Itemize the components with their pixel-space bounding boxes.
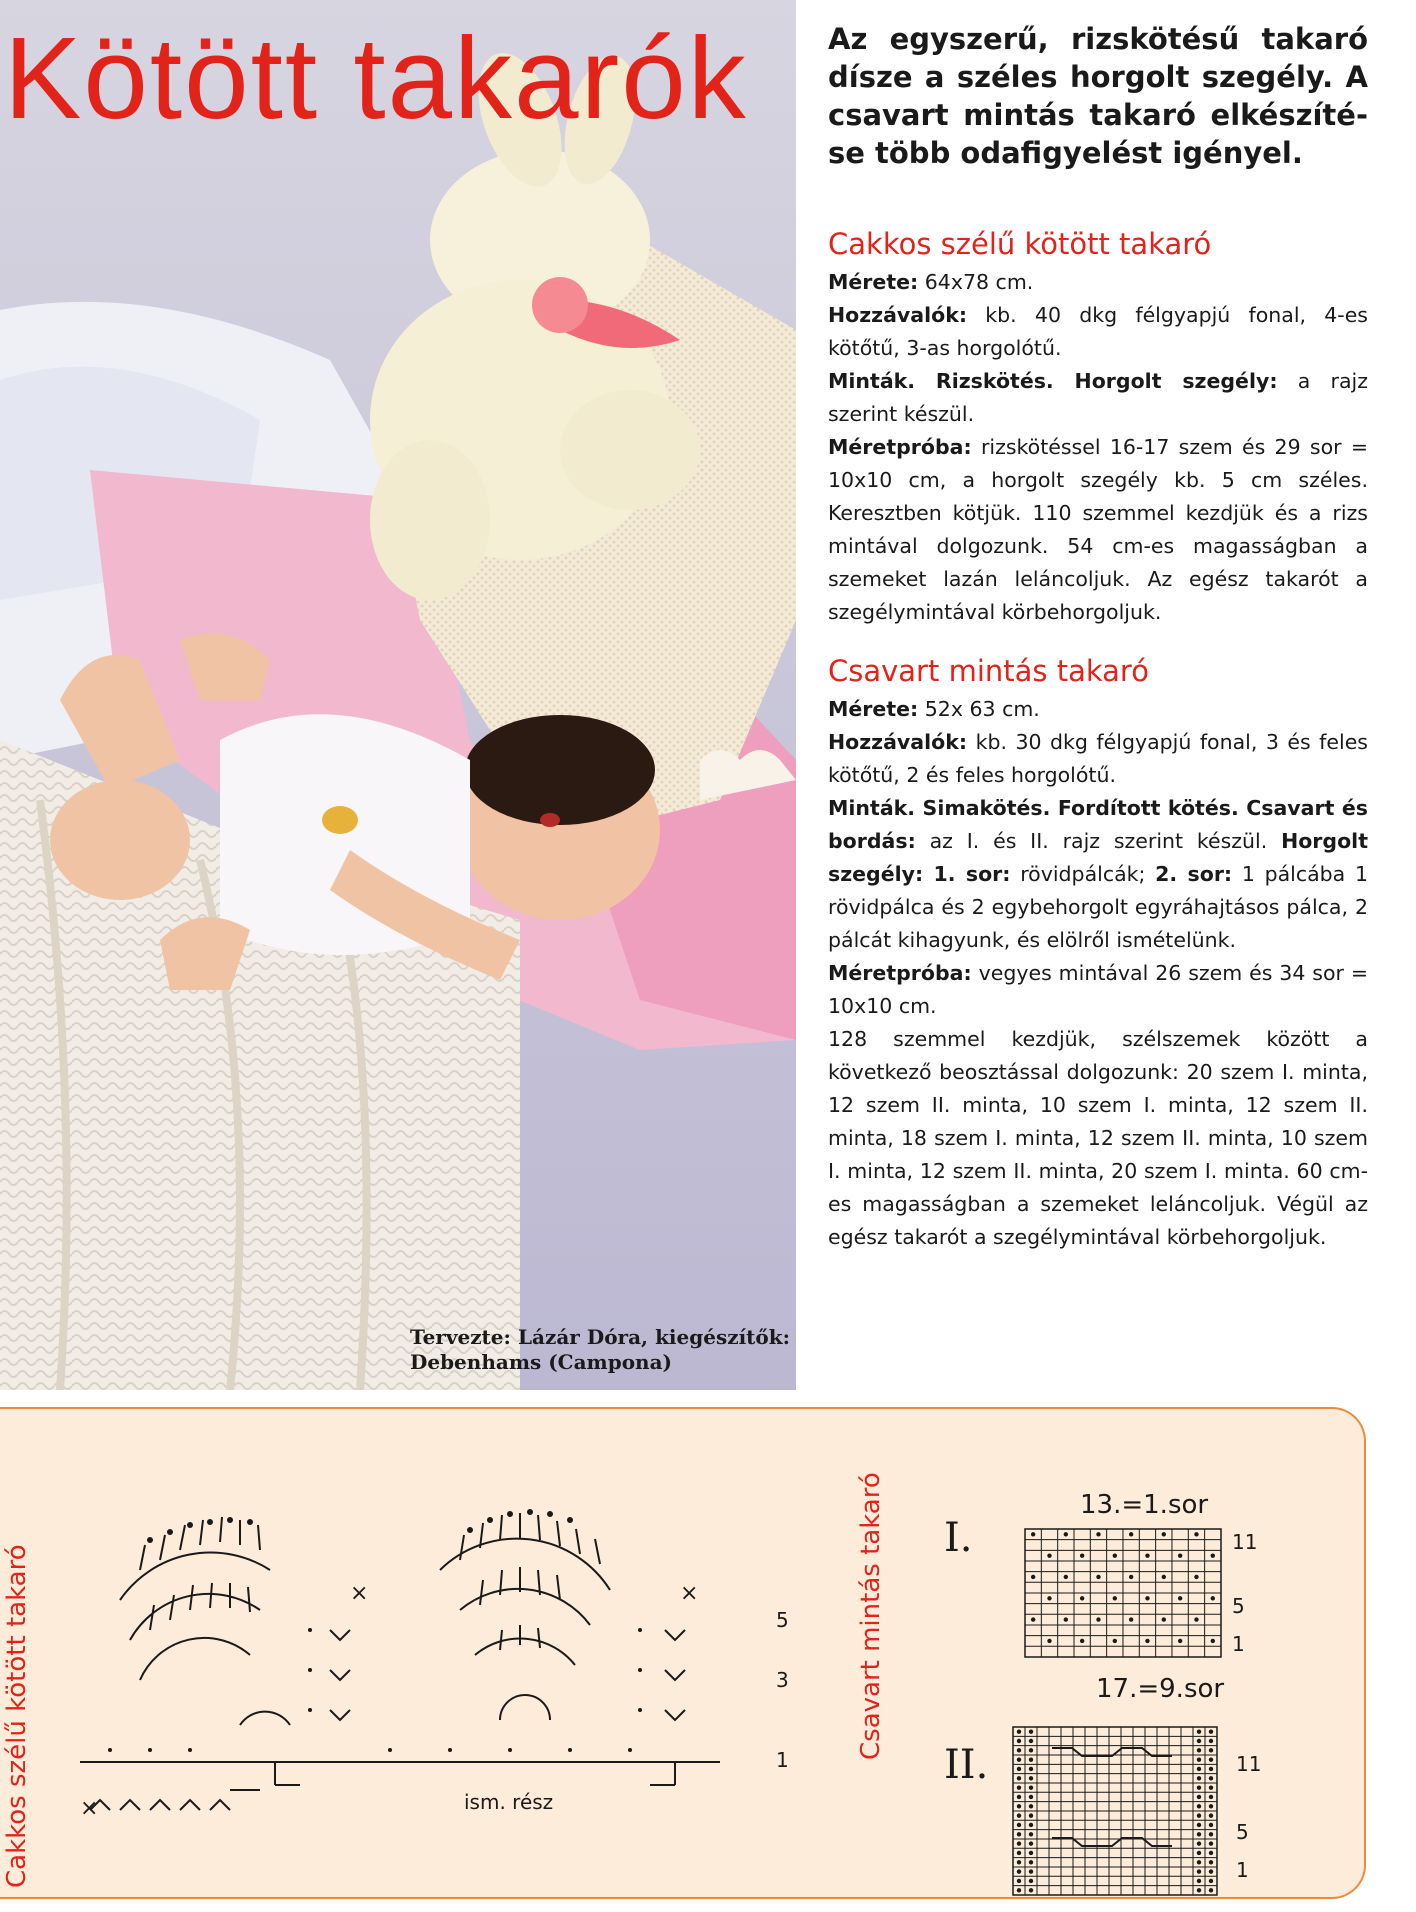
knit-chart-1 xyxy=(1024,1528,1224,1660)
patterns-label: Minták. Rizskötés. Horgolt szegély: xyxy=(828,369,1278,393)
chart2-row-11: 11 xyxy=(1236,1752,1262,1776)
patterns-line xyxy=(828,365,1368,431)
chart2-row-1: 1 xyxy=(1236,1858,1249,1882)
svg-text:×: × xyxy=(80,1796,99,1821)
gauge-label: Méretpróba: xyxy=(828,435,972,459)
crochet-row-1: 1 xyxy=(776,1748,789,1772)
chart1-row-5: 5 xyxy=(1232,1594,1245,1618)
chart1-row-11: 11 xyxy=(1232,1530,1258,1554)
size-value: 64x78 cm. xyxy=(918,270,1034,294)
section-title-csavart: Csavart mintás takaró xyxy=(828,654,1149,688)
size-value-2: 52x 63 cm. xyxy=(918,697,1040,721)
gauge-value-2: vegyes mintával 26 szem és 34 sor = 10x10 cm. xyxy=(828,961,1368,1018)
photo-credit: Tervezte: Lázár Dóra, kiegészítők: Debenhams (Campona) xyxy=(410,1325,790,1374)
border-value-2: 1 pálcába 1 rövidpálca és 2 egybehorgolt egyráhajtásos pálca, 2 pálcát kihagyunk, és elölről ismételünk. xyxy=(828,862,1368,952)
size-line xyxy=(828,266,1368,299)
border-value-1: rövidpálcák; xyxy=(1010,862,1156,886)
chart2-head: 17.=9.sor xyxy=(1096,1674,1225,1704)
gauge-label-2: Méretpróba: xyxy=(828,961,972,985)
photo-baby-blanket xyxy=(0,0,796,1390)
patterns-line-2 xyxy=(828,792,1368,957)
border-row2-label: 2. sor: xyxy=(1155,862,1233,886)
crochet-row-3: 3 xyxy=(776,1668,789,1692)
page-title: Kötött takarók xyxy=(4,13,748,143)
chart2-roman: II. xyxy=(944,1742,989,1788)
repeat-label: ism. rész xyxy=(464,1790,554,1814)
materials-line xyxy=(828,299,1368,365)
gauge-line-2 xyxy=(828,957,1368,1023)
chart1-row-1: 1 xyxy=(1232,1632,1245,1656)
size-label: Mérete: xyxy=(828,270,919,294)
label-csavart-chart: Csavart mintás takaró xyxy=(856,1472,886,1760)
svg-text:×: × xyxy=(350,1581,369,1606)
instructions-text: 128 szemmel kezdjük, szélszemek között a következő beosztással dolgozunk: 20 szem I. minta, 12 szem II. minta, 10 szem I. minta, 12 szem II. minta, 18 szem I. minta, 12 szem II. minta, 10 szem I. minta, 12 szem II. minta, 20 szem I. minta. 60 cm-es magasságban a szemeket leláncoljuk. Végül az egész takarót a szegélymintával körbehorgoljuk. xyxy=(828,1027,1368,1249)
crochet-chart xyxy=(80,1480,760,1840)
label-cakkos-chart: Cakkos szélű kötött takaró xyxy=(2,1544,32,1888)
patterns-label-2: Minták. Simakötés. Fordított kötés. Csavart és bordás: xyxy=(828,796,1368,853)
size-label-2: Mérete: xyxy=(828,697,919,721)
knit-chart-2 xyxy=(1012,1726,1220,1898)
border-label: Horgolt szegély: 1. sor: xyxy=(828,829,1368,886)
materials-label: Hozzávalók: xyxy=(828,303,968,327)
intro-text: Az egyszerű, rizskötésű takaró dísze a széles horgolt szegély. A csavart mintás takaró elkészítése több odafigyelést igényel. xyxy=(828,22,1368,170)
text-column xyxy=(828,20,1368,1254)
gauge-line xyxy=(828,431,1368,629)
chart2-row-5: 5 xyxy=(1236,1820,1249,1844)
materials-value: kb. 40 dkg félgyapjú fonal, 4-es kötőtű, 3-as horgolótű. xyxy=(828,303,1368,360)
crochet-row-5: 5 xyxy=(776,1608,789,1632)
patterns-value: a rajz szerint készül. xyxy=(828,369,1368,426)
gauge-value: rizskötéssel 16-17 szem és 29 sor = 10x10 cm, a horgolt szegély kb. 5 cm széles. Keresztben kötjük. 110 szemmel kezdjük és a rizs mintával dolgozunk. 54 cm-es magasságban a szemeket lazán leláncoljuk. Az egész takarót a szegélymintával körbehorgoljuk. xyxy=(828,435,1368,624)
size-line-2 xyxy=(828,693,1368,726)
materials-value-2: kb. 30 dkg félgyapjú fonal, 3 és feles kötőtű, 2 és feles horgolótű. xyxy=(828,730,1368,787)
materials-line-2 xyxy=(828,726,1368,792)
chart1-roman: I. xyxy=(944,1515,973,1561)
svg-text:×: × xyxy=(680,1581,699,1606)
materials-label-2: Hozzávalók: xyxy=(828,730,968,754)
chart1-head: 13.=1.sor xyxy=(1080,1490,1209,1520)
section-title-cakkos: Cakkos szélű kötött takaró xyxy=(828,227,1212,261)
patterns-value-2: az I. és II. rajz szerint készül. xyxy=(915,829,1282,853)
